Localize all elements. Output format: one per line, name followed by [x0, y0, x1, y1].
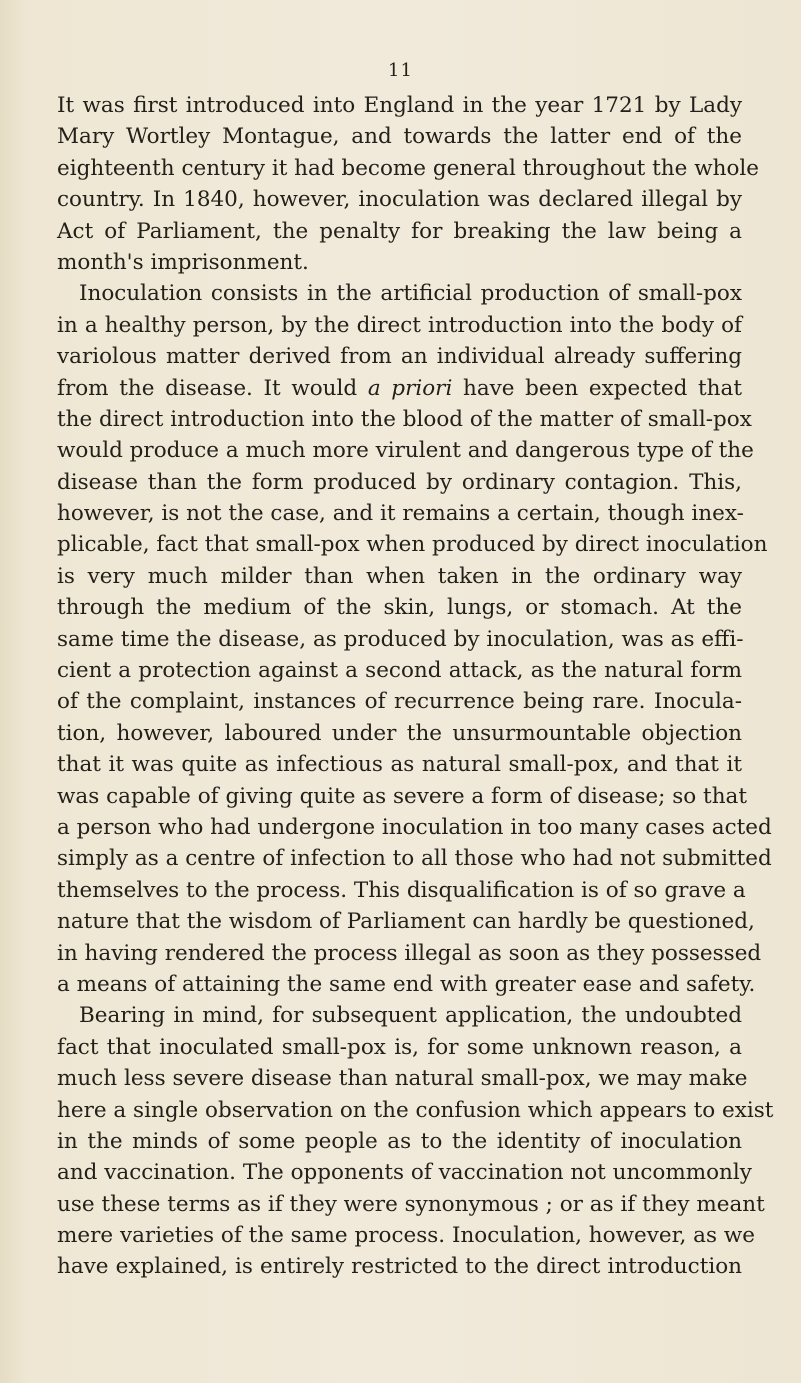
page-number: 11 — [388, 60, 413, 81]
text-line: in the minds of some people as to the identity of inoculation — [57, 1128, 742, 1154]
text-line: much less severe disease than natural small-pox, we may make — [57, 1066, 748, 1092]
text-line: in having rendered the process illegal as soon as they possessed — [57, 940, 762, 966]
text-line: a person who had undergone inoculation in too many cases acted — [57, 814, 772, 840]
text-line: a means of attaining the same end with greater ease and safety. — [57, 971, 756, 997]
text-segment: from the disease. It would — [57, 375, 368, 401]
text-line: the direct introduction into the blood of the matter of small-pox — [57, 406, 752, 432]
text-line: cient a protection against a second attack, as the natural form — [57, 658, 742, 684]
text-line: themselves to the process. This disqualification is of so grave a — [57, 877, 746, 903]
text-segment: have been expected that — [452, 375, 742, 401]
text-line: fact that inoculated small-pox is, for some unknown reason, a — [57, 1034, 742, 1060]
body-text — [57, 90, 774, 1283]
text-line: tion, however, laboured under the unsurmountable objection — [57, 720, 742, 746]
text-line: that it was quite as infectious as natural small-pox, and that it — [57, 752, 742, 778]
text-line: here a single observation on the confusion which appears to exist — [57, 1097, 774, 1123]
text-line: have explained, is entirely restricted to the direct introduction — [57, 1254, 742, 1280]
text-line: plicable, fact that small-pox when produced by direct inoculation — [57, 532, 768, 558]
text-line: mere varieties of the same process. Inoculation, however, as we — [57, 1223, 755, 1249]
text-line: however, is not the case, and it remains a certain, though inex- — [57, 501, 744, 527]
text-line: variolous matter derived from an individual already suffering — [57, 344, 742, 370]
paragraph-start-line: Inoculation consists in the artificial production of small-pox — [79, 281, 742, 307]
text-line: is very much milder than when taken in the ordinary way — [57, 563, 742, 589]
text-line: eighteenth century it had become general throughout the whole — [57, 155, 759, 181]
text-line: was capable of giving quite as severe a form of disease; so that — [57, 783, 747, 809]
text-line: Act of Parliament, the penalty for breaking the law being a — [57, 218, 742, 244]
text-line-with-italic — [57, 373, 742, 404]
text-line: and vaccination. The opponents of vaccination not uncommonly — [57, 1160, 752, 1186]
text-line: in a healthy person, by the direct introduction into the body of — [57, 312, 742, 338]
text-line: simply as a centre of infection to all those who had not submitted — [57, 846, 772, 872]
text-line: It was first introduced into England in the year 1721 by Lady — [57, 93, 742, 118]
text-line: would produce a much more virulent and dangerous type of the — [57, 438, 754, 464]
paragraph-start-line: Bearing in mind, for subsequent application, the undoubted — [79, 1003, 742, 1029]
text-line: through the medium of the skin, lungs, or stomach. At the — [57, 595, 742, 621]
text-line: month's imprisonment. — [57, 249, 309, 275]
text-line: nature that the wisdom of Parliament can hardly be questioned, — [57, 909, 755, 935]
italic-phrase: a priori — [367, 375, 453, 401]
text-line: of the complaint, instances of recurrence being rare. Inocula- — [57, 689, 742, 715]
text-line: country. In 1840, however, inoculation was declared illegal by — [57, 187, 742, 213]
text-line: use these terms as if they were synonymous ; or as if they meant — [57, 1191, 765, 1217]
text-line: Mary Wortley Montague, and towards the latter end of the — [57, 124, 742, 150]
text-line: same time the disease, as produced by inoculation, was as effi- — [57, 626, 744, 652]
text-line: disease than the form produced by ordinary contagion. This, — [57, 469, 742, 495]
